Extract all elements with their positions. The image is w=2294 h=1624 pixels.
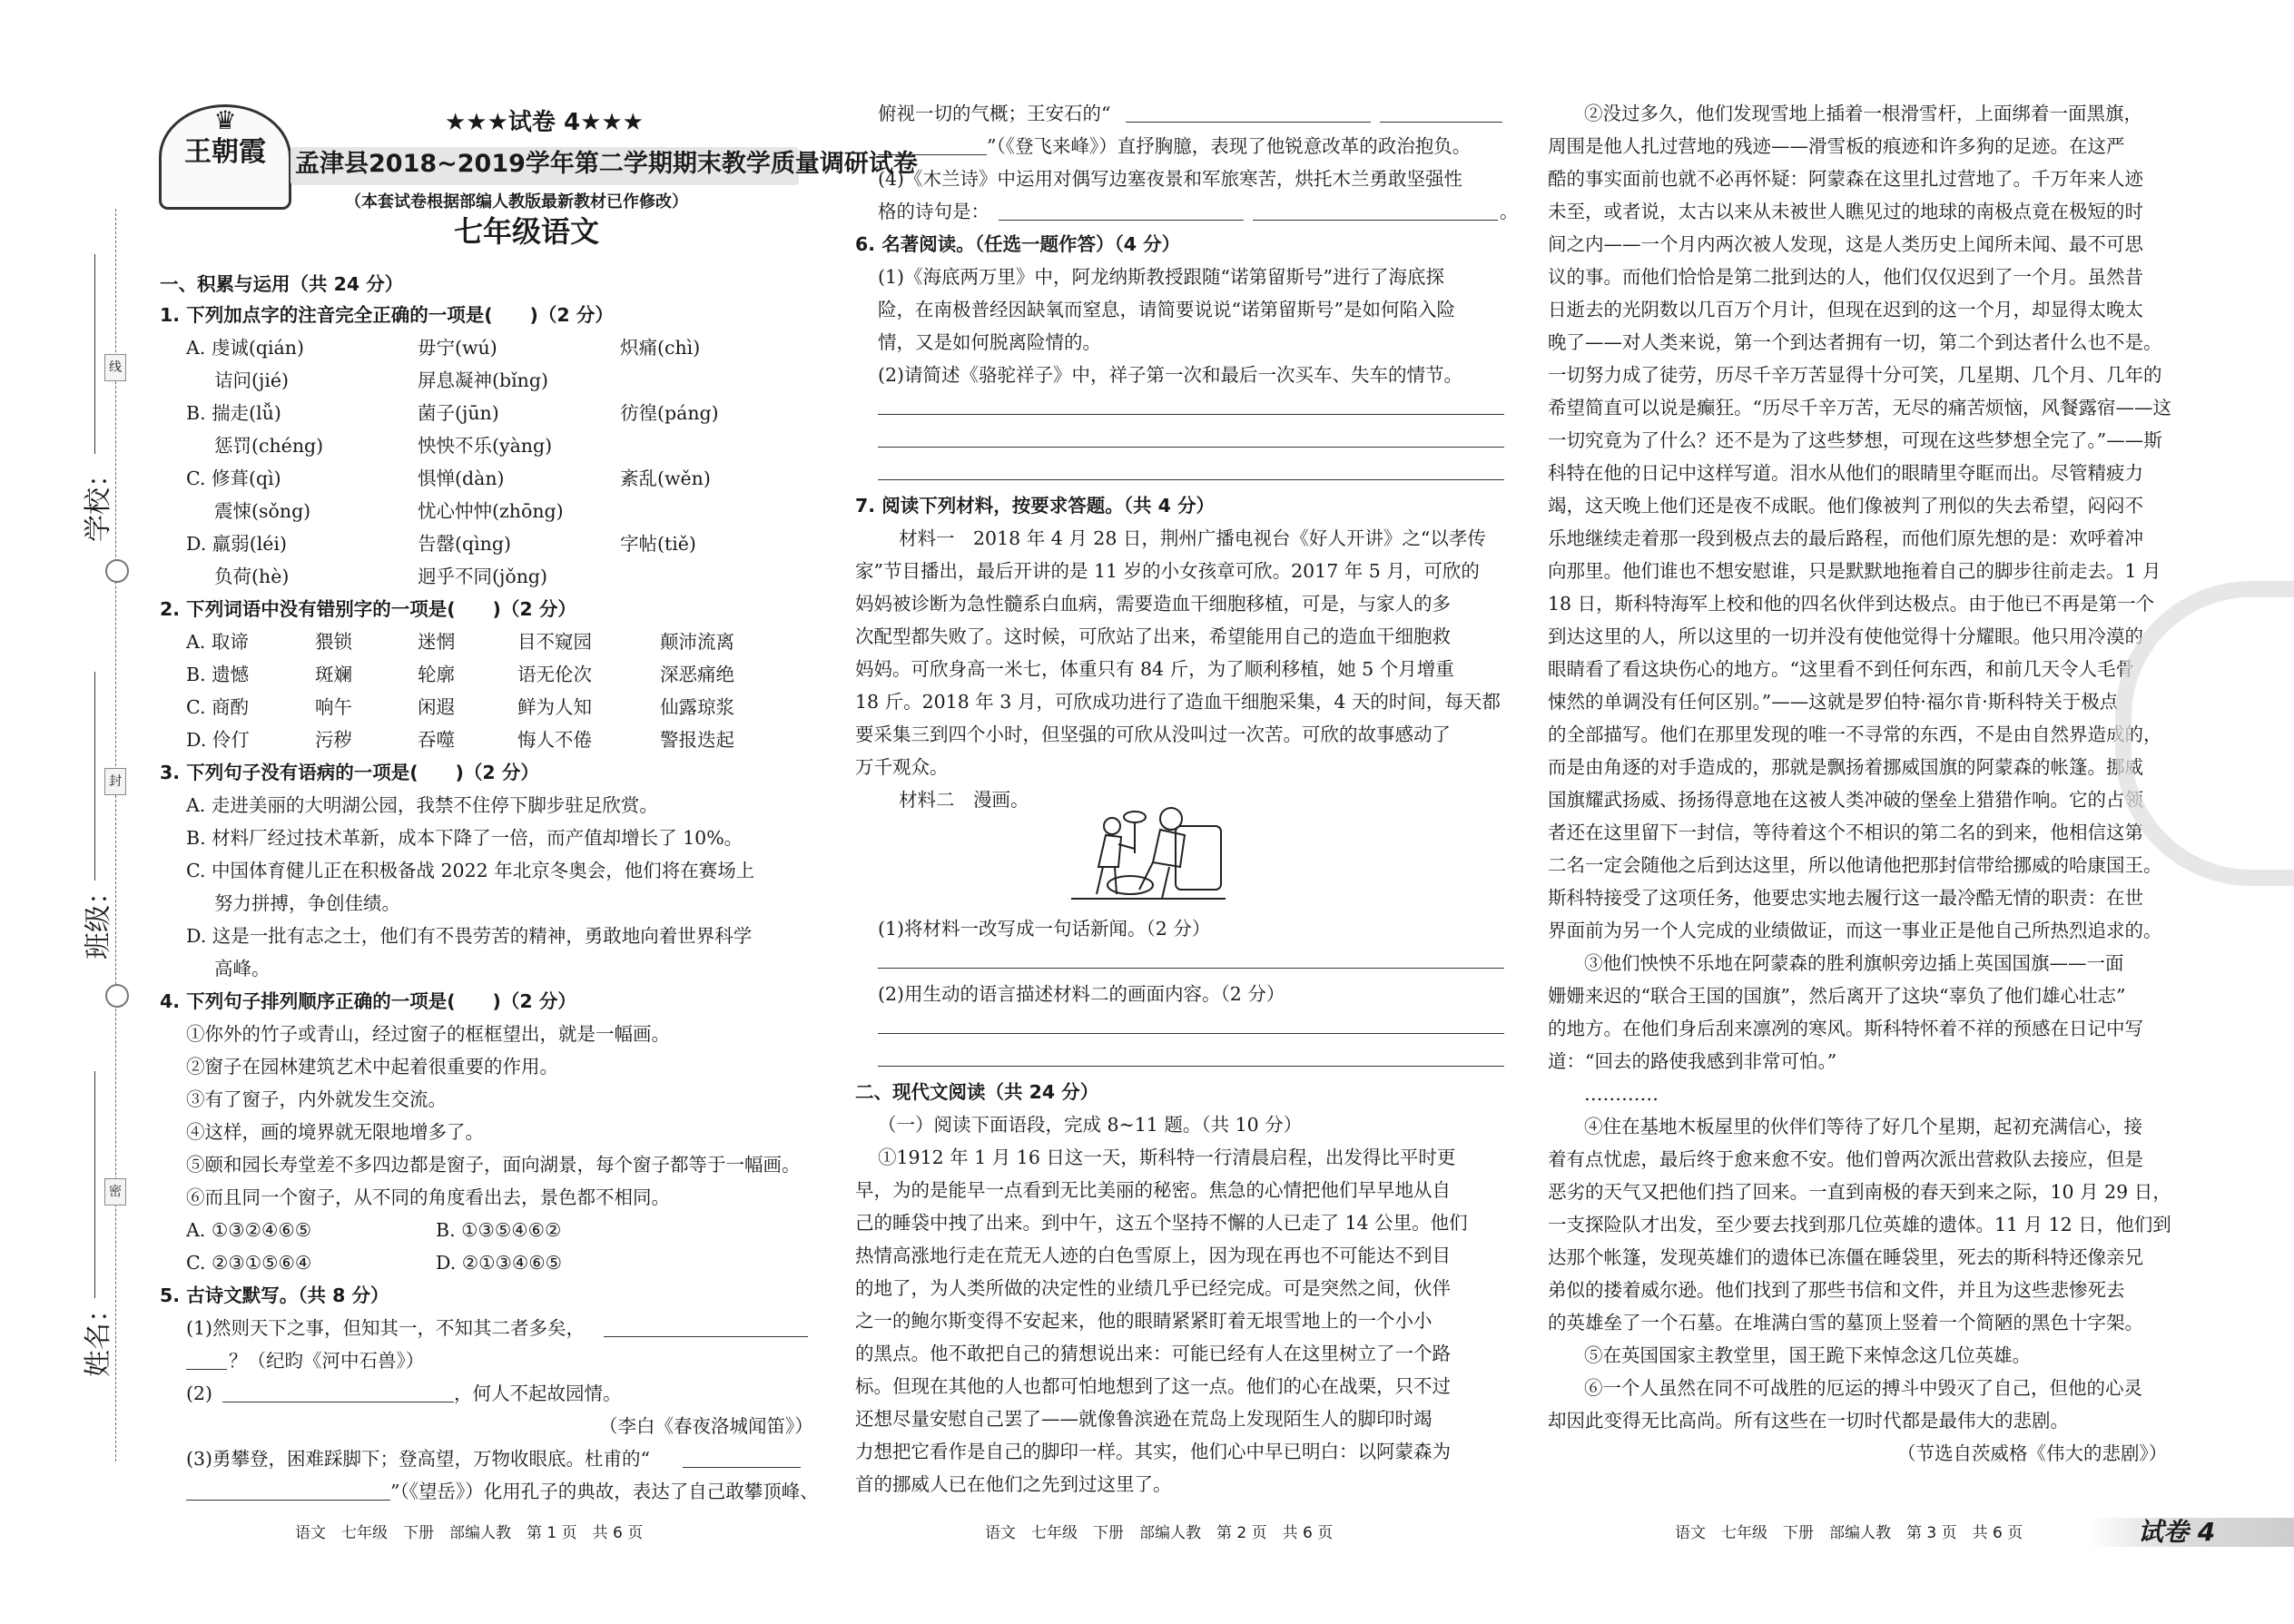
- q2-c-5: 仙露琼浆: [660, 696, 734, 718]
- binding-line: [115, 209, 116, 1462]
- q1-c1[interactable]: C. 修葺(qì): [186, 468, 281, 489]
- passage-p2-line-3: 酷的事实面前也就不必再怀疑：阿蒙森在这里扎过营地了。千万年来人迹: [1548, 168, 2143, 190]
- passage-p2-line-22: 国旗耀武扬威、扬扬得意地在这被人类冲破的堡垒上猎猎作响。它的占领: [1548, 789, 2143, 811]
- q5-3-tail: ”（《登飞来峰》）直抒胸臆，表现了他锐意改革的政治抱负。: [987, 135, 1472, 157]
- q2-b-4: 语无伦次: [517, 664, 592, 685]
- q1-c3: 紊乱(wěn): [620, 468, 711, 489]
- logo-crown-icon: ♛: [213, 105, 237, 135]
- q7-m1-line-4: 次配型都失败了。这时候，可欣站了出来，希望能用自己的造血干细胞救: [855, 625, 1451, 647]
- q5-2-source: （李白《春夜洛城闻笛》）: [599, 1415, 813, 1437]
- q5-3-text-cont: ”（《望岳》）化用孔子的典故，表达了自己敢攀顶峰、: [390, 1481, 819, 1502]
- q2-c-1[interactable]: C. 商酌: [186, 696, 249, 718]
- passage-p2-line-20: 的全部描写。他们在那里发现的唯一不寻常的东西，不是由自然界造成的，: [1548, 723, 2162, 745]
- q5-3-text: (3)勇攀登，困难踩脚下；登高望，万物收眼底。杜甫的“: [186, 1448, 651, 1470]
- q3-option-d-cont: 高峰。: [214, 958, 271, 979]
- passage-p1-line-3: 己的睡袋中拽了出来。到中午，这五个坚持不懈的人已走了 14 公里。他们: [855, 1212, 1468, 1234]
- passage-p2-line-8: 晚了——对人类来说，第一个到达者拥有一切，第二个到达者什么也不是。: [1548, 331, 2162, 353]
- passage-p2-line-13: 竭，这天晚上他们还是夜不成眠。他们像被判了刑似的失去希望，闷闷不: [1548, 495, 2143, 517]
- q2-d-5: 警报迭起: [660, 729, 734, 751]
- passage-p1-line-8: 标。但现在其他的人也都可怕地想到了这一点。他们的心在战栗，只不过: [855, 1375, 1451, 1397]
- passage-source: （节选自茨威格《伟大的悲剧》）: [1897, 1442, 2168, 1464]
- q2-c-3: 闲遐: [418, 696, 455, 718]
- passage-p2-line-25: 斯科特接受了这项任务，他要忠实地去履行这一最冷酷无情的职责：在世: [1548, 887, 2143, 909]
- passage-p2-line-7: 日逝去的光阴数以几百万个月计，但现在迟到的这一个月，却显得太晚太: [1548, 299, 2143, 320]
- footer-page-2: 语文 七年级 下册 部编人教 第 2 页 共 6 页: [985, 1524, 1334, 1542]
- q5-4-end: 。: [1500, 201, 1519, 222]
- q4-option-b[interactable]: B. ①③⑤④⑥②: [436, 1219, 562, 1241]
- q2-stem: 2. 下列词语中没有错别字的一项是( )（2 分）: [160, 598, 576, 620]
- q5-2-blank[interactable]: [222, 1402, 454, 1403]
- passage-p2-line-1: ②没过多久，他们发现雪地上插着一根滑雪杆，上面绑着一面黑旗，: [1584, 103, 2142, 124]
- passage-p1-line-7: 的黑点。他不敢把自己的猜想说出来：可能已经有人在这里树立了一个路: [855, 1343, 1451, 1364]
- q6-answer-line-1[interactable]: [878, 414, 1504, 415]
- class-field[interactable]: [94, 672, 95, 881]
- passage-p2-line-14: 乐地继续走着那一段到极点去的最后路程，而他们原先想的是：欢呼着冲: [1548, 527, 2143, 549]
- passage-p2-line-26: 界面前为另一个人完成的业绩做证，而这一事业正是他自己所热烈追求的。: [1548, 920, 2162, 941]
- passage-p2-line-17: 到达这里的人，所以这里的一切并没有使他觉得十分耀眼。他只用冷漠的: [1548, 625, 2143, 647]
- q1-a5: 屏息凝神(bǐng): [418, 369, 549, 391]
- q5-4-blank-1[interactable]: [999, 220, 1244, 221]
- q7-m2-label: 材料二 漫画。: [899, 789, 1029, 811]
- q5-stem: 5. 古诗文默写。（共 8 分）: [160, 1284, 389, 1306]
- q2-a-5: 颠沛流离: [660, 631, 734, 653]
- passage-p4-line-1: ④住在基地木板屋里的伙伴们等待了好几个星期，起初充满信心，接: [1584, 1116, 2142, 1137]
- passage-p2-line-11: 一切究竟为了什么？还不是为了这些梦想，可现在这些梦想全完了。”——斯: [1548, 429, 2162, 451]
- q3-option-a[interactable]: A. 走进美丽的大明湖公园，我禁不住停下脚步驻足欣赏。: [186, 794, 658, 816]
- q6-1-line-3: 情，又是如何脱离险情的。: [878, 331, 1101, 353]
- q7-m1-line-6: 18 斤。2018 年 3 月，可欣成功进行了造血干细胞采集，4 天的时间，每天都: [855, 691, 1501, 713]
- passage-p3-line-1: ③他们怏怏不乐地在阿蒙森的胜利旗帜旁边插上英国国旗——一面: [1584, 952, 2124, 974]
- q2-b-3: 轮廓: [418, 664, 455, 685]
- q5-1-blank-cont[interactable]: [186, 1369, 227, 1370]
- passage-p1-line-1: ①1912 年 1 月 16 日这一天，斯科特一行清晨启程，出发得比平时更: [878, 1147, 1456, 1168]
- passage-p5: ⑤在英国国家主教堂里，国王跪下来悼念这几位英雄。: [1584, 1344, 2031, 1366]
- q5-3-blank[interactable]: [683, 1467, 801, 1468]
- corner-label: 试卷 4: [2138, 1517, 2216, 1547]
- reading-1-intro: （一）阅读下面语段，完成 8~11 题。（共 10 分）: [878, 1114, 1303, 1136]
- q2-a-3: 迷惘: [418, 631, 455, 653]
- q2-d-3: 吞噬: [418, 729, 455, 751]
- q6-1-line-1: (1)《海底两万里》中，阿龙纳斯教授跟随“诺第留斯号”进行了海底探: [878, 266, 1444, 288]
- q1-a2: 毋宁(wú): [418, 337, 497, 359]
- q3-option-c-cont: 努力拼搏，争创佳绩。: [214, 892, 400, 914]
- q3-option-c[interactable]: C. 中国体育健儿正在积极备战 2022 年北京冬奥会，他们将在赛场上: [186, 860, 755, 881]
- passage-p6-line-2: 却因此变得无比高尚。所有这些在一切时代都是最伟大的悲剧。: [1548, 1410, 2069, 1432]
- q4-sentence-3: ③有了窗子，内外就发生交流。: [186, 1088, 447, 1110]
- q7-stem: 7. 阅读下列材料，按要求答题。（共 4 分）: [855, 495, 1215, 517]
- binding-hole-2: [105, 984, 129, 1008]
- passage-p2-line-16: 18 日，斯科特海军上校和他的四名伙伴到达极点。由于他已不再是第一个: [1548, 593, 2155, 615]
- q2-c-2: 响午: [315, 696, 352, 718]
- q2-a-2: 猥锁: [315, 631, 352, 653]
- q3-option-b[interactable]: B. 材料厂经过技术革新，成本下降了一倍，而产值却增长了 10%。: [186, 827, 743, 849]
- passage-p2-line-15: 向那里。他们谁也不想安慰谁，只是默默地拖着自己的脚步往前走去。1 月: [1548, 560, 2161, 582]
- q5-1-text: (1)然则天下之事，但知其一，不知其二者多矣，: [186, 1317, 586, 1339]
- q5-3-cont: 俯视一切的气概；王安石的“: [878, 103, 1111, 124]
- passage-p4-line-4: 一支探险队才出发，至少要去找到那几位英雄的遗体。11 月 12 日，他们到: [1548, 1214, 2171, 1235]
- footer-page-1: 语文 七年级 下册 部编人教 第 1 页 共 6 页: [295, 1524, 644, 1542]
- q5-1-source: ？（纪昀《河中石兽》）: [229, 1350, 425, 1372]
- q4-sentence-4: ④这样，画的境界就无限地增多了。: [186, 1121, 484, 1143]
- q3-stem: 3. 下列句子没有语病的一项是( )（2 分）: [160, 762, 539, 783]
- passage-p1-line-2: 早，为的是能早一点看到无比美丽的秘密。焦急的心情把他们早早地从自: [855, 1179, 1451, 1201]
- q1-stem: 1. 下列加点字的注音完全正确的一项是( )（2 分）: [160, 304, 614, 326]
- q5-2-label: (2): [186, 1383, 213, 1404]
- q2-d-1[interactable]: D. 伶仃: [186, 729, 250, 751]
- passage-p2-line-2: 周围是他人扎过营地的残迹——滑雪板的痕迹和许多狗的足迹。在这严: [1548, 135, 2125, 157]
- paper-label: ★★★试卷 4★★★: [445, 109, 644, 136]
- q1-a1[interactable]: A. 虔诚(qián): [186, 337, 304, 359]
- q5-4-blank-2[interactable]: [1253, 220, 1498, 221]
- passage-p4-line-5: 达那个帐篷，发现英雄们的遗体已冻僵在睡袋里，死去的斯科特还像亲兄: [1548, 1246, 2143, 1268]
- q5-3-blank-cont[interactable]: [186, 1500, 390, 1501]
- passage-p2-line-5: 间之内——一个月内两次被人发现，这是人类历史上闻所未闻、最不可思: [1548, 233, 2143, 255]
- q5-4-text-2: 格的诗句是：: [878, 201, 989, 222]
- logo-text: 王朝霞: [184, 136, 266, 168]
- q7-2-text: (2)用生动的语言描述材料二的画面内容。（2 分）: [878, 983, 1285, 1005]
- q2-a-1[interactable]: A. 取谛: [186, 631, 249, 653]
- passage-p1-line-4: 热情高涨地行走在荒无人迹的白色雪原上，因为现在再也不可能达不到目: [855, 1245, 1451, 1266]
- q6-answer-line-3[interactable]: [878, 479, 1504, 480]
- passage-p3-line-4: 道：“回去的路使我感到非常可怕。”: [1548, 1050, 1837, 1072]
- cartoon-image: [1062, 799, 1235, 908]
- q1-b5: 怏怏不乐(yàng): [418, 435, 553, 457]
- q1-a4: 诘问(jié): [214, 369, 290, 391]
- q7-m1-line-2: 家”节目播出，最后开讲的是 11 岁的小女孩章可欣。2017 年 5 月，可欣的: [855, 560, 1480, 582]
- exam-title: 孟津县2018~2019学年第二学期期末教学质量调研试卷: [295, 150, 918, 178]
- q7-1-answer-line[interactable]: [878, 968, 1504, 969]
- q1-c2: 惧惮(dàn): [418, 468, 505, 489]
- q5-3-blank-3[interactable]: [1380, 122, 1502, 123]
- q3-option-d[interactable]: D. 这是一批有志之士，他们有不畏劳苦的精神，勇敢地向着世界科学: [186, 925, 753, 947]
- passage-p2-line-21: 而是由角逐的对手造成的，那就是飘扬着挪威国旗的阿蒙森的帐篷。挪威: [1548, 756, 2143, 778]
- q2-b-2: 斑斓: [315, 664, 352, 685]
- q4-sentence-2: ②窗子在园林建筑艺术中起着很重要的作用。: [186, 1056, 558, 1078]
- passage-p2-line-18: 眼睛看了看这块伤心的地方。“这里看不到任何东西，和前几天令人毛骨: [1548, 658, 2134, 680]
- q5-3-blank-2[interactable]: [1126, 122, 1371, 123]
- q1-a3: 炽痛(chì): [620, 337, 701, 359]
- q5-2-text: ，何人不起故园情。: [454, 1383, 622, 1404]
- passage-p2-line-19: 悚然的单调没有任何区别。”——这就是罗伯特·福尔肯·斯科特关于极点: [1548, 691, 2119, 713]
- q7-m1-line-7: 要采集三到四个小时，但坚强的可欣从没叫过一次苦。可欣的故事感动了: [855, 723, 1451, 745]
- passage-p2-line-4: 未至，或者说，太古以来从未被世人瞧见过的地球的南极点竟在极短的时: [1548, 201, 2143, 222]
- class-label: 班级：: [83, 878, 114, 960]
- q4-option-c[interactable]: C. ②③①⑤⑥④: [186, 1252, 312, 1274]
- binding-mark-2: 封: [104, 768, 126, 795]
- q1-d5: 迥乎不同(jǒng): [418, 566, 548, 587]
- q4-option-a[interactable]: A. ①③②④⑥⑤: [186, 1219, 312, 1241]
- binding-hole-1: [105, 559, 129, 583]
- passage-ellipsis: …………: [1584, 1083, 1659, 1105]
- q2-b-1[interactable]: B. 遗憾: [186, 664, 250, 685]
- logo: [159, 104, 291, 210]
- q1-c4: 震悚(sǒng): [214, 500, 311, 522]
- passage-p1-line-9: 还想尽量安慰自己罢了——就像鲁滨逊在荒岛上发现陌生人的脚印时竭: [855, 1408, 1433, 1430]
- q7-m1-line-5: 妈妈。可欣身高一米七，体重只有 84 斤，为了顺利移植，她 5 个月增重: [855, 658, 1454, 680]
- passage-p2-line-12: 科特在他的日记中这样写道。泪水从他们的眼睛里夺眶而出。尽管精疲力: [1548, 462, 2143, 484]
- q6-stem: 6. 名著阅读。（任选一题作答）（4 分）: [855, 233, 1181, 255]
- q1-b2: 菌子(jūn): [418, 402, 499, 424]
- passage-p3-line-3: 的地方。在他们身后刮来凛冽的寒风。斯科特怀着不祥的预感在日记中写: [1548, 1018, 2143, 1039]
- exam-note: （本套试卷根据部编人教版最新教材已作修改）: [345, 192, 688, 212]
- passage-p1-line-11: 首的挪威人已在他们之先到过这里了。: [855, 1473, 1172, 1495]
- q1-d1[interactable]: D. 羸弱(léi): [186, 533, 287, 555]
- q2-b-5: 深恶痛绝: [660, 664, 734, 685]
- q2-a-4: 目不窥园: [517, 631, 592, 653]
- subject-title: 七年级语文: [454, 214, 600, 249]
- section-2-title: 二、现代文阅读（共 24 分）: [855, 1081, 1099, 1103]
- q1-b3: 彷徨(páng): [620, 402, 719, 424]
- binding-mark-3: 密: [104, 1178, 126, 1206]
- passage-p4-line-7: 的英雄垒了一个石墓。在堆满白雪的墓顶上竖着一个简陋的黑色十字架。: [1548, 1312, 2143, 1334]
- q2-d-4: 悔人不倦: [517, 729, 592, 751]
- passage-p6-line-1: ⑥一个人虽然在同不可战胜的厄运的搏斗中毁灭了自己，但他的心灵: [1584, 1377, 2142, 1399]
- passage-p3-line-2: 姗姗来迟的“联合王国的国旗”，然后离开了这块“辜负了他们雄心壮志”: [1548, 985, 2126, 1007]
- q6-1-line-2: 险，在南极普经因缺氧而窒息，请简要说说“诺第留斯号”是如何陷入险: [878, 299, 1455, 320]
- passage-p4-line-2: 着有点忧虑，最后终于愈来愈不安。他们曾两次派出营救队去接应，但是: [1548, 1148, 2143, 1170]
- q4-sentence-1: ①你外的竹子或青山，经过窗子的框框望出，就是一幅画。: [186, 1023, 670, 1045]
- passage-p1-line-5: 的地了，为人类所做的决定性的业绩几乎已经完成。可是突然之间，伙伴: [855, 1277, 1451, 1299]
- passage-p2-line-24: 二名一定会随他之后到达这里，所以他请他把那封信带给挪威的哈康国王。: [1548, 854, 2162, 876]
- passage-p1-line-10: 力想把它看作是自己的脚印一样。其实，他们心中早已明白：以阿蒙森为: [855, 1441, 1451, 1462]
- q7-1-text: (1)将材料一改写成一句话新闻。（2 分）: [878, 918, 1211, 940]
- q1-b1[interactable]: B. 揣走(lǚ): [186, 402, 281, 424]
- name-label: 姓名：: [83, 1295, 114, 1377]
- q7-m1-line-8: 万千观众。: [855, 756, 949, 778]
- q1-b4: 惩罚(chéng): [214, 435, 324, 457]
- q2-c-4: 鲜为人知: [517, 696, 592, 718]
- passage-p2-line-9: 一切努力成了徒劳，历尽千辛万苦显得十分可笑，几星期、几个月、几年的: [1548, 364, 2162, 386]
- q1-d3: 字帖(tiě): [620, 533, 696, 555]
- q4-sentence-6: ⑥而且同一个窗子，从不同的角度看出去，景色都不相同。: [186, 1186, 670, 1208]
- q1-d4: 负荷(hè): [214, 566, 290, 587]
- q5-3-blank-4[interactable]: [878, 154, 987, 155]
- q2-d-2: 污秽: [315, 729, 352, 751]
- section-1-title: 一、积累与运用（共 24 分）: [160, 273, 404, 295]
- q4-stem: 4. 下列句子排列顺序正确的一项是( )（2 分）: [160, 990, 576, 1012]
- footer-page-3: 语文 七年级 下册 部编人教 第 3 页 共 6 页: [1675, 1524, 2023, 1542]
- name-field[interactable]: [94, 1071, 95, 1298]
- q6-answer-line-2[interactable]: [878, 447, 1504, 448]
- passage-p2-line-6: 议的事。而他们恰恰是第二批到达的人，他们仅仅迟到了一个月。虽然昔: [1548, 266, 2143, 288]
- passage-p4-line-6: 弟似的搂着威尔逊。他们找到了那些书信和文件，并且为这些悲惨死去: [1548, 1279, 2125, 1301]
- passage-p2-line-23: 者还在这里留下一封信，等待着这个不相识的第二名的到来，他相信这第: [1548, 822, 2143, 843]
- passage-p1-line-6: 之一的鲍尔斯变得不安起来，他的眼睛紧紧盯着无垠雪地上的一个小小: [855, 1310, 1433, 1332]
- q1-d2: 告罄(qìng): [418, 533, 512, 555]
- q1-c5: 忧心忡忡(zhōng): [418, 500, 564, 522]
- school-field[interactable]: [94, 254, 95, 454]
- q7-2-answer-line-2[interactable]: [878, 1066, 1504, 1067]
- q5-4-text: (4)《木兰诗》中运用对偶写边塞夜景和军旅寒苦，烘托木兰勇敢坚强性: [878, 168, 1463, 190]
- q5-1-blank[interactable]: [604, 1336, 808, 1337]
- q7-m1-line-1: 材料一 2018 年 4 月 28 日，荆州广播电视台《好人开讲》之“以孝传: [899, 527, 1486, 549]
- q7-m1-line-3: 妈妈被诊断为急性髓系白血病，需要造血干细胞移植，可是，与家人的多: [855, 593, 1451, 615]
- q4-option-d[interactable]: D. ②①③④⑥⑤: [436, 1252, 563, 1274]
- school-label: 学校：: [83, 460, 114, 542]
- q6-2-text: (2)请简述《骆驼祥子》中，祥子第一次和最后一次买车、失车的情节。: [878, 364, 1463, 386]
- q4-sentence-5: ⑤颐和园长寿堂差不多四边都是窗子，面向湖景，每个窗子都等于一幅画。: [186, 1154, 801, 1176]
- binding-mark-1: 线: [104, 354, 126, 381]
- passage-p4-line-3: 恶劣的天气又把他们挡了回来。一直到南极的春天到来之际，10 月 29 日，: [1548, 1181, 2171, 1203]
- passage-p2-line-10: 希望简直可以说是癫狂。“历尽千辛万苦，无尽的痛苦烦恼，风餐露宿——这: [1548, 397, 2171, 418]
- q7-2-answer-line-1[interactable]: [878, 1033, 1504, 1034]
